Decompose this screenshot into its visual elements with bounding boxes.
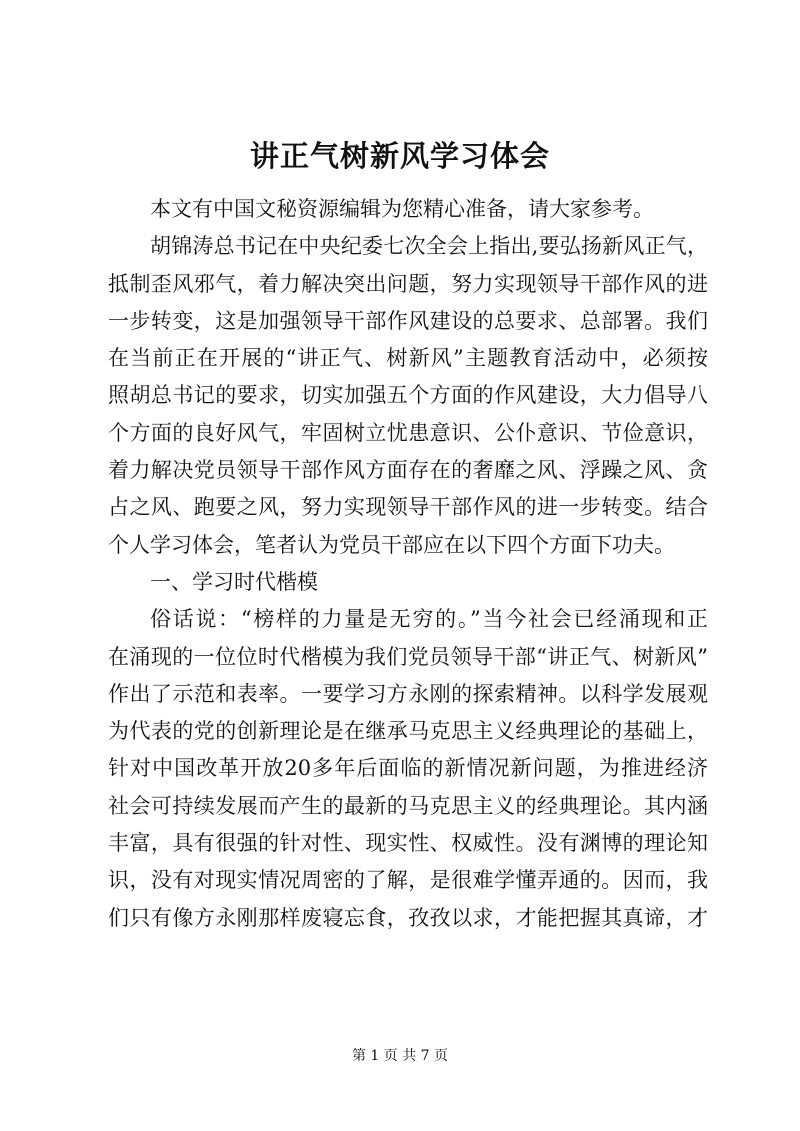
document-body — [108, 191, 708, 937]
body-line: 在涌现的一位位时代楷模为我们党员领导干部“讲正气、树新风” — [108, 644, 708, 669]
page-footer: 第 1 页 共 7 页 — [351, 1048, 449, 1064]
section-heading: 一、学习时代楷模 — [150, 569, 318, 594]
document-title: 讲正气树新风学习体会 — [249, 139, 550, 173]
body-line: 针对中国改革开放20多年后面临的新情况新问题，为推进经济 — [108, 756, 708, 781]
body-line: 着力解决党员领导干部作风方面存在的奢靡之风、浮躁之风、贪 — [108, 458, 708, 483]
body-line: 一步转变，这是加强领导干部作风建设的总要求、总部署。我们 — [108, 308, 708, 333]
body-line: 俗话说：“榜样的力量是无穷的。”当今社会已经涌现和正 — [150, 607, 708, 632]
body-line: 占之风、跑要之风，努力实现领导干部作风的进一步转变。结合 — [108, 495, 708, 520]
body-line: 们只有像方永刚那样废寝忘食，孜孜以求，才能把握其真谛，才 — [108, 905, 708, 930]
body-line: 胡锦涛总书记在中央纪委七次全会上指出,要弘扬新风正气， — [150, 234, 708, 259]
body-line: 个方面的良好风气，牢固树立忧患意识、公仆意识、节俭意识， — [108, 420, 708, 445]
body-line: 社会可持续发展而产生的最新的马克思主义的经典理论。其内涵 — [108, 793, 708, 818]
body-line: 抵制歪风邪气，着力解决突出问题，努力实现领导干部作风的进 — [108, 271, 708, 296]
body-line: 作出了示范和表率。一要学习方永刚的探索精神。以科学发展观 — [108, 681, 708, 706]
body-line: 识，没有对现实情况周密的了解，是很难学懂弄通的。因而，我 — [108, 868, 708, 893]
body-line: 个人学习体会，笔者认为党员干部应在以下四个方面下功夫。 — [108, 532, 675, 557]
body-line: 照胡总书记的要求，切实加强五个方面的作风建设，大力倡导八 — [108, 383, 708, 408]
body-line: 丰富，具有很强的针对性、现实性、权威性。没有渊博的理论知 — [108, 831, 708, 856]
body-line: 本文有中国文秘资源编辑为您精心准备，请大家参考。 — [150, 197, 654, 221]
body-line: 在当前正在开展的“讲正气、树新风”主题教育活动中，必须按 — [108, 346, 708, 371]
body-line: 为代表的党的创新理论是在继承马克思主义经典理论的基础上， — [108, 719, 708, 744]
